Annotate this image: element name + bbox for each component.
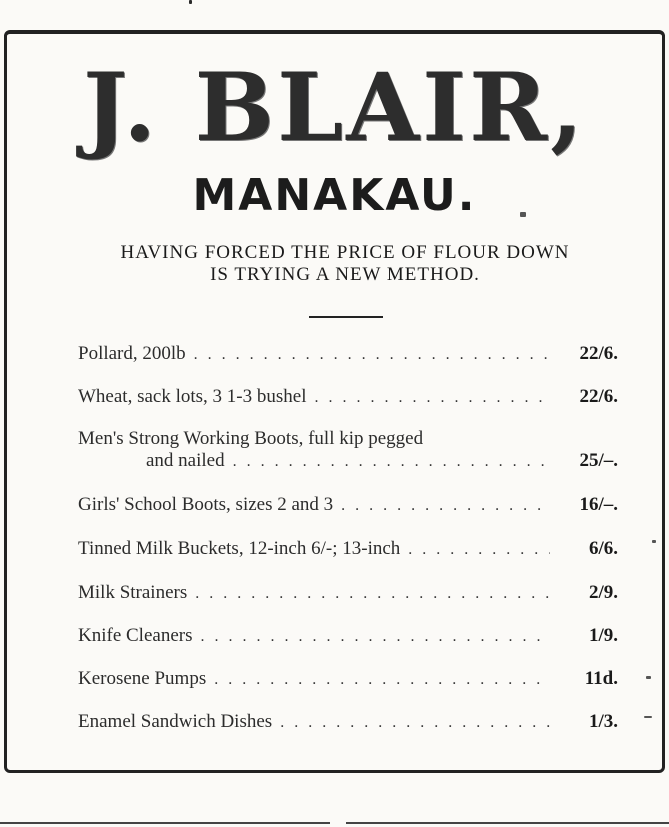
item-price: 16/–. <box>579 494 618 515</box>
item-price: 25/–. <box>579 450 618 471</box>
ink-speck <box>646 676 651 679</box>
dot-leader <box>280 714 550 732</box>
item-price: 11d. <box>584 668 618 689</box>
price-list-item <box>78 494 618 516</box>
price-list-item <box>78 582 618 604</box>
price-list-item <box>78 711 618 733</box>
dot-leader <box>341 497 550 515</box>
price-list-item <box>78 538 618 560</box>
dot-leader <box>408 541 550 559</box>
item-name: Knife Cleaners <box>78 625 193 646</box>
dot-leader <box>200 628 550 646</box>
item-name-line-1: Men's Strong Working Boots, full kip pegged <box>78 428 424 449</box>
ink-speck <box>644 716 652 718</box>
item-name: Kerosene Pumps <box>78 668 207 689</box>
item-price: 22/6. <box>579 343 618 364</box>
merchant-location: MANAKAU. <box>192 170 477 221</box>
merchant-name: J. BLAIR, <box>83 53 586 163</box>
ink-speck <box>652 540 656 543</box>
item-price: 2/9. <box>588 582 618 603</box>
price-list-item <box>78 625 618 647</box>
column-rule <box>0 822 330 824</box>
price-list-item <box>78 343 618 365</box>
dot-leader <box>233 453 550 471</box>
section-divider <box>309 316 383 318</box>
item-price: 1/3. <box>588 711 618 732</box>
dot-leader <box>314 389 550 407</box>
item-price: 6/6. <box>588 538 618 559</box>
item-name: Tinned Milk Buckets, 12-inch 6/-; 13-inch <box>78 538 401 559</box>
price-list-item <box>78 668 618 690</box>
item-name: Girls' School Boots, sizes 2 and 3 <box>78 494 334 515</box>
dot-leader <box>214 671 550 689</box>
item-name: Wheat, sack lots, 3 1-3 bushel <box>78 386 307 407</box>
item-name: Milk Strainers <box>78 582 188 603</box>
tagline-line-1: HAVING FORCED THE PRICE OF FLOUR DOWN <box>120 242 570 263</box>
tagline-line-2: IS TRYING A NEW METHOD. <box>210 264 480 285</box>
ink-speck <box>520 212 526 217</box>
dot-leader <box>194 346 550 364</box>
item-name-line-2: and nailed <box>146 450 225 471</box>
item-price: 1/9. <box>588 625 618 646</box>
price-list-item <box>78 386 618 408</box>
price-list-item <box>78 428 618 472</box>
item-price: 22/6. <box>579 386 618 407</box>
item-name: Pollard, 200lb <box>78 343 186 364</box>
item-name: Enamel Sandwich Dishes <box>78 711 273 732</box>
dot-leader <box>195 585 550 603</box>
ink-speck <box>189 0 192 4</box>
column-rule <box>346 822 669 824</box>
